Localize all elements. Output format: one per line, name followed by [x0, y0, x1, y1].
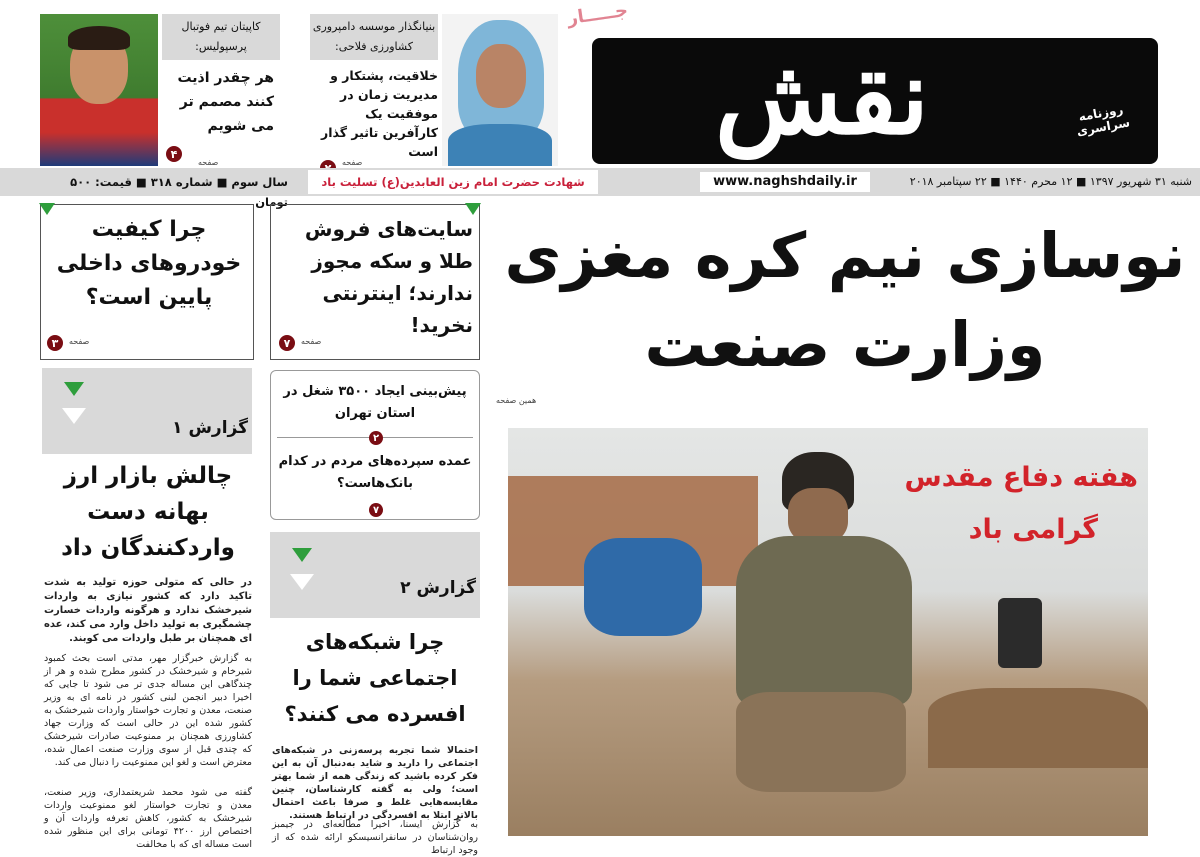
newspaper-name: نقش: [714, 35, 930, 158]
page-label: صفحه: [342, 158, 363, 167]
report2-body: به گزارش ایسنا، اخیرا مطالعه‌ای در جیمبز روان‌شناسان در سانفرانسیسکو ارائه شده که از وجود ارتباط: [272, 819, 478, 856]
report1-label-bar: [42, 368, 252, 454]
mini-item-headline[interactable]: پیش‌بینی ایجاد ۳۵۰۰ شغل در استان تهران: [283, 384, 467, 421]
page-number-badge: ۴: [166, 146, 182, 162]
founder-teaser[interactable]: [310, 14, 565, 166]
mini-items-box: [270, 370, 480, 520]
report2-lead: احتمالا شما تجربه پرسه‌زنی در شبکه‌های اجتماعی را دارید و شاید به‌دنبال آن به این فکر کرده باشید که زندگی همه از شما بهتر است؛ ولی به گفته کارشناسان، چنین مقایسه‌هایی غلط و صرفا باعث احتمال بالاتر ابتلا به افسردگی در ارتباط هستند.: [272, 745, 478, 821]
player-headline: هر چقدر اذیت کنند مصمم تر می شویم: [177, 70, 274, 134]
website-link[interactable]: www.naghshdaily.ir: [700, 172, 870, 192]
main-photo: [508, 428, 1148, 836]
white-arrow-icon: [290, 574, 314, 590]
page-label: صفحه: [69, 337, 90, 346]
green-arrow-icon: [64, 382, 84, 396]
report2-headline[interactable]: چرا شبکه‌های اجتماعی شما را افسرده می کنند؟: [284, 630, 466, 726]
main-headline-line2: وزارت صنعت: [644, 308, 1046, 381]
white-arrow-icon: [62, 408, 86, 424]
player-teaser[interactable]: [40, 14, 280, 166]
report1-body: به گزارش خبرگزار مهر، مدتی است بحث کمبود شیرخام و شیرخشک در کشور مطرح شده و هر از چندگاهی این مساله جدی تر می شود تا جایی که اخیرا دبیر انجمن لبنی کشور در نامه ای به وزیر صنعت، معدن و تجارت خواستار واردات شیرخشک به کشور شده این در حالی است که وزارت جهاد کشاورزی همچنان بر ممنوعیت صادرات شیرخشک که چندی قبل از سوی وزارت صنعت اعمال شده، معترض است و لغو این ممنوعیت را دنبال می کند.: [44, 653, 252, 768]
stamp-mark: جـــــار: [566, 0, 630, 30]
report2-label: گزارش ۲: [400, 578, 476, 598]
gold-sites-headline: سایت‌های فروش طلا و سکه مجوز ندارند؛ اینترنتی نخرید!: [304, 217, 473, 337]
report1-label: گزارش ۱: [172, 418, 248, 438]
sandbags: [928, 688, 1148, 768]
green-arrow-icon: [292, 548, 312, 562]
main-page-note: همین صفحه: [496, 396, 537, 405]
gold-sites-box[interactable]: [270, 204, 480, 360]
main-headline-line1: نوسازی نیم کره مغزی: [504, 219, 1186, 292]
page-number-badge: ۲: [369, 431, 383, 445]
newspaper-subtitle: روزنامه سراسری: [1075, 102, 1131, 139]
kneeling-soldier: [730, 452, 920, 802]
masthead-banner: [592, 35, 1158, 164]
report1-headline[interactable]: چالش بازار ارز بهانه دست واردکنندگان داد: [61, 463, 235, 561]
player-photo: [40, 14, 158, 166]
blanket-bundle: [584, 538, 702, 636]
condolence-banner: شهادت حضرت امام زین العابدین(ع) تسلیت باد: [308, 170, 598, 194]
mini-item-headline[interactable]: عمده سپرده‌های مردم در کدام بانک‌هاست؟: [278, 454, 472, 491]
page-label: صفحه: [198, 158, 219, 167]
page-label: صفحه: [301, 337, 322, 346]
page-number-badge: ۷: [369, 503, 383, 517]
issue-line: سال سوم ■ شماره ۳۱۸ ■ قیمت: ۵۰۰ تومان: [70, 175, 288, 209]
player-caption: کاپیتان تیم فوتبال پرسپولیس:: [162, 14, 280, 60]
photo-caption-line2: گرامی باد: [968, 514, 1098, 545]
founder-headline: خلاقیت، پشتکار و مدیریت زمان در موفقیت یک کارآفرین تاثیر گذار است: [321, 68, 438, 159]
page-number-badge: ۳: [47, 335, 63, 351]
report1-lead: در حالی که متولی حوزه تولید به شدت تاکید دارد که کشور نیازی به واردات شیرخشک ندارد و هرگونه واردات خسارت چشمگیری به تولید داخل وارد می کند، عده ای همچنان بر طبل واردات می کوبند.: [44, 577, 252, 644]
founder-photo: [442, 14, 558, 166]
photo-caption-line1: هفته دفاع مقدس: [904, 462, 1138, 493]
cars-headline: چرا کیفیت خودروهای داخلی پایین است؟: [56, 217, 242, 310]
founder-caption: بنیانگذار موسسه دامپروری کشاورزی فلاحی:: [310, 14, 438, 60]
report1-body2: گفته می شود محمد شریعتمداری، وزیر صنعت، معدن و تجارت خواستار لغو ممنوعیت واردات شیرخشک به کشور، کاهش تعرفه واردات آن و اختصاص ارز ۴۲۰۰ تومانی برای این منظور شده است مساله ای که با مخالفت: [44, 787, 253, 850]
page-number-badge: ۷: [279, 335, 295, 351]
cars-box[interactable]: [40, 204, 254, 360]
report2-label-bar: [270, 532, 480, 618]
main-headline[interactable]: [500, 210, 1190, 400]
boat-motor: [998, 598, 1042, 668]
date-line: شنبه ۳۱ شهریور ۱۳۹۷ ■ ۱۲ محرم ۱۴۴۰ ■ ۲۲ سپتامبر ۲۰۱۸: [909, 175, 1192, 188]
